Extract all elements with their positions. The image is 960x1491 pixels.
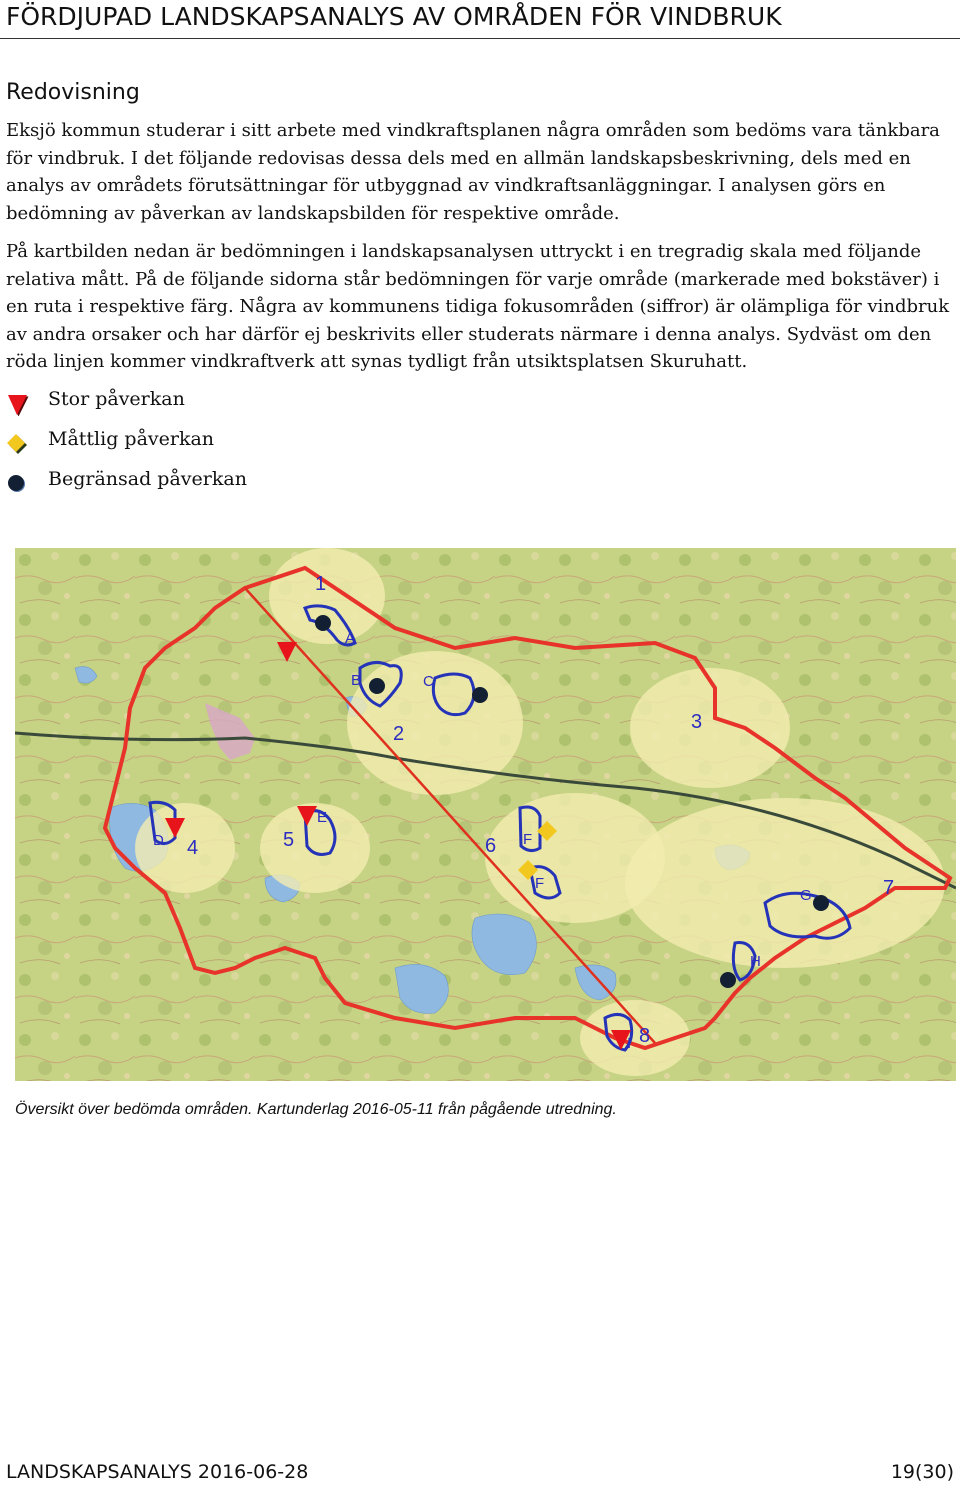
- area-label: E: [317, 809, 328, 826]
- focus-label: 8: [639, 1025, 651, 1047]
- legend-label: Begränsad påverkan: [48, 468, 247, 490]
- area-label: F: [535, 875, 545, 892]
- focus-label: 7: [883, 877, 895, 899]
- marker-begransad: [369, 678, 385, 694]
- focus-label: 3: [691, 711, 703, 733]
- body-paragraph-2: På kartbilden nedan är bedömningen i landskapsanalysen uttryckt i en tregradig skala med följande relativa mått. På de följande sidorna står bedömningen för varje område (markerade med bokstäver) i en ruta i respektive färg. Några av kommunens tidiga fokusområden (siffror) är olämpliga för vindbruk av andra orsaker och har därför ej beskrivits eller studerats närmare i denna analys. Sydväst om den röda linjen kommer vindkraftverk att synas tydligt från utsiktsplatsen Skuruhatt.: [6, 241, 950, 372]
- dark-circle-icon: [4, 468, 32, 496]
- marker-begransad: [720, 972, 736, 988]
- legend-label: Stor påverkan: [48, 388, 185, 410]
- area-label: A: [345, 630, 356, 647]
- area-label: B: [351, 672, 362, 689]
- red-triangle-icon: [4, 388, 32, 416]
- area-label: D: [153, 832, 164, 849]
- legend-item-begransad: [4, 464, 264, 494]
- focus-label: 6: [485, 835, 497, 857]
- focus-label: 4: [187, 837, 199, 859]
- focus-label: 1: [315, 573, 327, 595]
- map-caption: Översikt över bedömda områden. Kartunderlag 2016-05-11 från pågående utredning.: [15, 1101, 617, 1118]
- area-label: I: [627, 1035, 632, 1052]
- focus-label: 5: [283, 829, 295, 851]
- overview-map: [15, 548, 956, 1081]
- marker-begransad: [472, 687, 488, 703]
- header-divider: [0, 38, 960, 39]
- footer-document-name: LANDSKAPSANALYS 2016-06-28: [6, 1461, 309, 1483]
- yellow-diamond-icon: [4, 428, 32, 456]
- area-label: F: [523, 831, 533, 848]
- body-paragraph-1: Eksjö kommun studerar i sitt arbete med vindkraftsplanen några områden som bedöms vara tänkbara för vindbruk. I det följande redovisas dessa dels med en allmän landskapsbeskrivning, dels med en analys av områdets förutsättningar för utbyggnad av vindkraftsanläggningar. I analysen görs en bedömning av påverkan av landskapsbilden för respektive område.: [6, 120, 940, 224]
- section-heading: Redovisning: [6, 80, 140, 105]
- marker-begransad: [315, 615, 331, 631]
- page-header-title: FÖRDJUPAD LANDSKAPSANALYS AV OMRÅDEN FÖR VINDBRUK: [6, 2, 782, 31]
- area-label: H: [750, 953, 761, 970]
- marker-begransad: [813, 895, 829, 911]
- legend-item-stor: [4, 384, 264, 414]
- map-graphic: [15, 548, 956, 1081]
- footer-page-number: 19(30): [890, 1461, 954, 1483]
- legend-label: Måttlig påverkan: [48, 428, 215, 450]
- focus-label: 2: [393, 723, 405, 745]
- legend-item-mattlig: [4, 424, 264, 454]
- area-label: G: [800, 887, 812, 904]
- area-label: C: [423, 673, 434, 690]
